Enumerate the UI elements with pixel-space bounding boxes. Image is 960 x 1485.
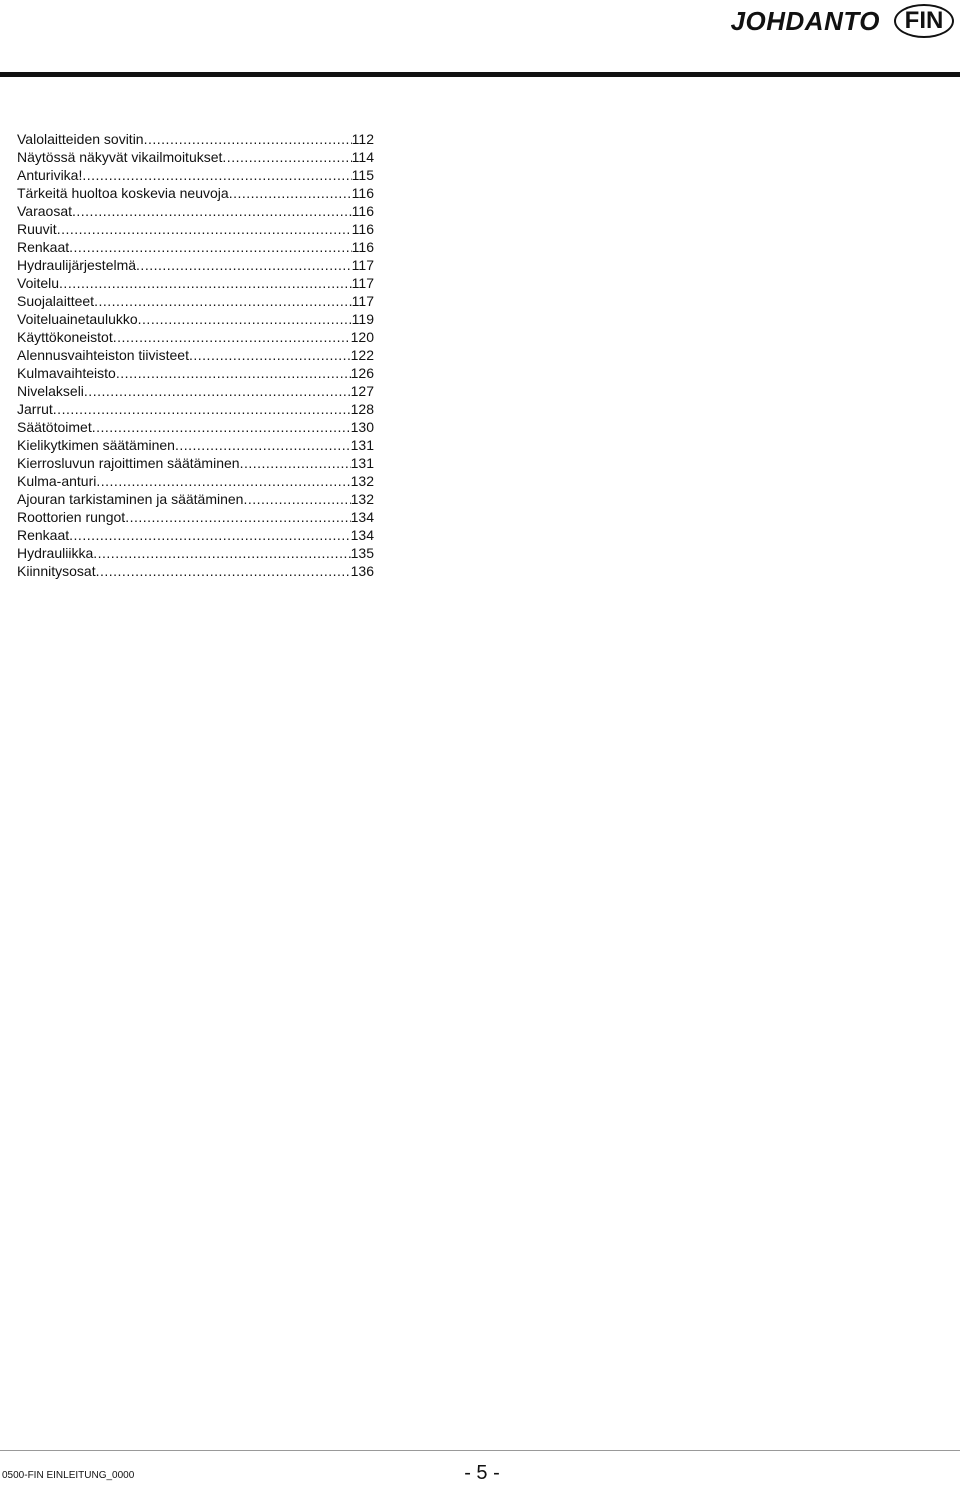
toc-entry[interactable] xyxy=(17,400,374,418)
toc-entry-page: 136 xyxy=(350,563,374,579)
toc-entry-label: Voiteluainetaulukko xyxy=(17,311,138,327)
toc-entry[interactable] xyxy=(17,382,374,400)
toc-entry-label: Nivelakseli xyxy=(17,383,84,399)
toc-entry-label: Hydraulijärjestelmä xyxy=(17,257,137,273)
toc-entry-page: 134 xyxy=(350,527,374,543)
toc-entry-page: 130 xyxy=(350,419,374,435)
toc-dot-leader xyxy=(229,184,352,202)
toc-dot-leader xyxy=(125,508,350,526)
toc-dot-leader xyxy=(72,202,352,220)
toc-entry-page: 127 xyxy=(350,383,374,399)
toc-entry-page: 119 xyxy=(351,311,374,327)
toc-entry-page: 132 xyxy=(350,491,374,507)
toc-entry-label: Kulma-anturi xyxy=(17,473,97,489)
toc-entry-page: 117 xyxy=(351,275,374,291)
toc-entry-page: 116 xyxy=(351,221,374,237)
page-number: - 5 - xyxy=(464,1462,500,1484)
toc-dot-leader xyxy=(189,346,351,364)
toc-entry-label: Jarrut xyxy=(17,401,53,417)
toc-dot-leader xyxy=(57,220,352,238)
toc-dot-leader xyxy=(94,292,352,310)
toc-entry-label: Säätötoimet xyxy=(17,419,92,435)
toc-entry-page: 116 xyxy=(351,203,374,219)
toc-entry-label: Ajouran tarkistaminen ja säätäminen xyxy=(17,491,244,507)
toc-entry[interactable] xyxy=(17,130,374,148)
toc-dot-leader xyxy=(59,274,352,292)
toc-entry[interactable] xyxy=(17,562,374,580)
toc-entry-label: Kielikytkimen säätäminen xyxy=(17,437,175,453)
toc-entry[interactable] xyxy=(17,310,374,328)
toc-entry-label: Renkaat xyxy=(17,239,70,255)
toc-entry[interactable] xyxy=(17,256,374,274)
footer-divider xyxy=(0,1450,960,1451)
toc-entry-label: Ruuvit xyxy=(17,221,57,237)
toc-entry-page: 114 xyxy=(351,149,374,165)
toc-entry[interactable] xyxy=(17,220,374,238)
toc-entry-label: Suojalaitteet xyxy=(17,293,95,309)
toc-entry-page: 117 xyxy=(351,257,374,273)
toc-entry-page: 116 xyxy=(351,239,374,255)
toc-entry-label: Käyttökoneistot xyxy=(17,329,113,345)
toc-entry-label: Tärkeitä huoltoa koskevia neuvoja xyxy=(17,185,229,201)
toc-entry-page: 128 xyxy=(350,401,374,417)
toc-entry[interactable] xyxy=(17,346,374,364)
toc-dot-leader xyxy=(82,166,351,184)
header-divider xyxy=(0,72,960,77)
language-badge: FIN xyxy=(894,4,954,38)
toc-dot-leader xyxy=(84,382,351,400)
toc-entry[interactable] xyxy=(17,526,374,544)
toc-dot-leader xyxy=(136,256,352,274)
toc-dot-leader xyxy=(96,562,351,580)
toc-entry-label: Voitelu xyxy=(17,275,60,291)
toc-dot-leader xyxy=(69,526,350,544)
toc-entry[interactable] xyxy=(17,364,374,382)
toc-entry-page: 131 xyxy=(350,437,374,453)
toc-entry[interactable] xyxy=(17,184,374,202)
toc-entry-label: Kiinnitysosat xyxy=(17,563,96,579)
toc-entry-page: 120 xyxy=(350,329,374,345)
toc-entry-page: 135 xyxy=(350,545,374,561)
toc-dot-leader xyxy=(144,130,352,148)
toc-entry[interactable] xyxy=(17,148,374,166)
toc-dot-leader xyxy=(53,400,351,418)
toc-entry-label: Renkaat xyxy=(17,527,70,543)
table-of-contents xyxy=(17,130,374,580)
toc-dot-leader xyxy=(175,436,351,454)
toc-entry-label: Alennusvaihteiston tiivisteet xyxy=(17,347,189,363)
toc-dot-leader xyxy=(96,472,350,490)
document-code: 0500-FIN EINLEITUNG_0000 xyxy=(2,1470,135,1481)
toc-entry[interactable] xyxy=(17,166,374,184)
toc-entry[interactable] xyxy=(17,508,374,526)
toc-dot-leader xyxy=(93,544,350,562)
toc-entry-label: Valolaitteiden sovitin xyxy=(17,131,144,147)
toc-dot-leader xyxy=(92,418,351,436)
toc-entry[interactable] xyxy=(17,490,374,508)
toc-entry[interactable] xyxy=(17,436,374,454)
toc-dot-leader xyxy=(113,328,351,346)
toc-entry[interactable] xyxy=(17,202,374,220)
toc-entry[interactable] xyxy=(17,328,374,346)
toc-entry-label: Varaosat xyxy=(17,203,72,219)
toc-entry-label: Hydrauliikka xyxy=(17,545,94,561)
toc-entry-label: Kierrosluvun rajoittimen säätäminen xyxy=(17,455,240,471)
toc-entry[interactable] xyxy=(17,292,374,310)
toc-entry-page: 115 xyxy=(351,167,374,183)
toc-entry[interactable] xyxy=(17,274,374,292)
page-header-title: JOHDANTO xyxy=(730,6,880,36)
toc-entry[interactable] xyxy=(17,544,374,562)
toc-dot-leader xyxy=(116,364,351,382)
toc-entry-page: 134 xyxy=(350,509,374,525)
toc-entry-label: Näytössä näkyvät vikailmoitukset xyxy=(17,149,223,165)
toc-entry-page: 112 xyxy=(351,131,374,147)
toc-entry-page: 131 xyxy=(350,455,374,471)
toc-dot-leader xyxy=(243,490,350,508)
toc-dot-leader xyxy=(222,148,351,166)
toc-entry-label: Anturivika! xyxy=(17,167,83,183)
toc-entry-page: 122 xyxy=(350,347,374,363)
toc-entry-label: Roottorien rungot xyxy=(17,509,126,525)
toc-dot-leader xyxy=(69,238,352,256)
toc-entry-page: 116 xyxy=(351,185,374,201)
toc-entry[interactable] xyxy=(17,418,374,436)
toc-entry-label: Kulmavaihteisto xyxy=(17,365,116,381)
toc-dot-leader xyxy=(138,310,352,328)
toc-entry-page: 117 xyxy=(351,293,374,309)
toc-entry-page: 126 xyxy=(350,365,374,381)
toc-dot-leader xyxy=(240,454,351,472)
toc-entry[interactable] xyxy=(17,238,374,256)
toc-entry-page: 132 xyxy=(350,473,374,489)
toc-entry[interactable] xyxy=(17,454,374,472)
toc-entry[interactable] xyxy=(17,472,374,490)
